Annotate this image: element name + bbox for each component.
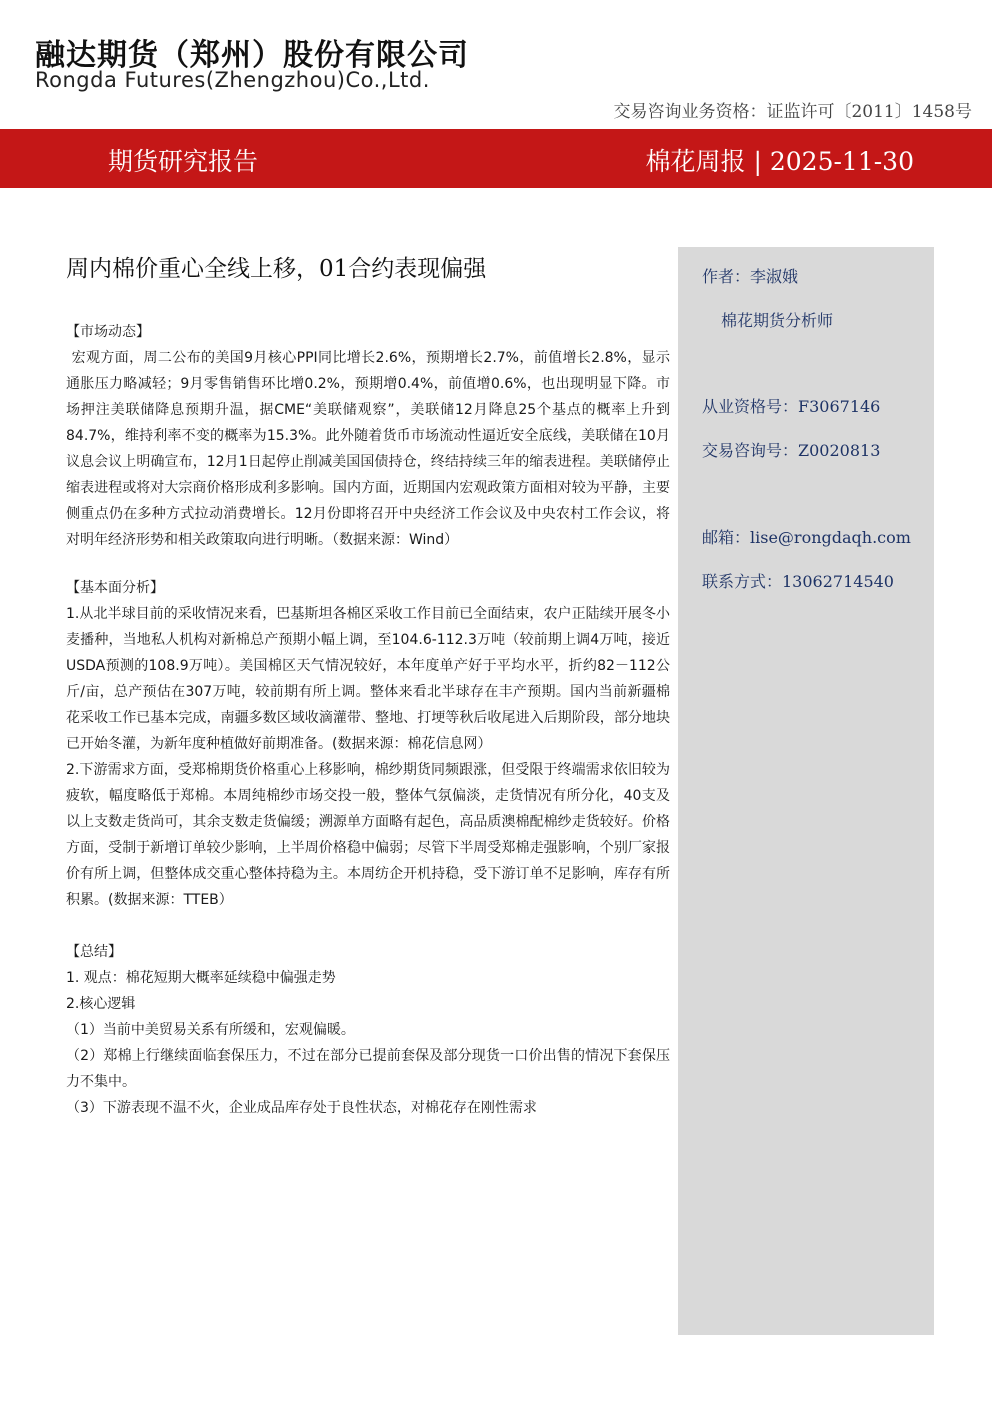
banner-report-type: 期货研究报告 — [108, 147, 259, 176]
report-banner — [0, 129, 992, 188]
section-market-heading: 【市场动态】 — [66, 324, 150, 340]
section-summary-heading: 【总结】 — [66, 944, 122, 960]
summary-line: （3）下游表现不温不火，企业成品库存处于良性状态，对棉花存在刚性需求 — [66, 1100, 537, 1116]
banner-report-date: 棉花周报 | 2025-11-30 — [645, 147, 914, 176]
summary-line: 1. 观点：棉花短期大概率延续稳中偏强走势 — [66, 970, 336, 986]
author-sidebar — [678, 247, 934, 1335]
fundamental-paragraph-1: 1.从北半球目前的采收情况来看，巴基斯坦各棉区采收工作目前已全面结束，农户正陆续开展冬小麦播种，当地私人机构对新棉总产预期小幅上调，至104.6-112.3万吨（较前期上调4万吨，接近USDA预测的108.9万吨）。美国棉区天气情况较好，本年度单产好于平均水平，折约82－112公斤/亩，总产预估在307万吨，较前期有所上调。整体来看北半球存在丰产预期。国内当前新疆棉花采收工作已基本完成，南疆多数区域收滴灌带、整地、打埂等秋后收尾进入后期阶段，部分地块已开始冬灌，为新年度种植做好前期准备。(数据来源：棉花信息网） — [66, 606, 670, 752]
author-role: 棉花期货分析师 — [721, 311, 834, 330]
company-name-cn: 融达期货（郑州）股份有限公司 — [35, 38, 469, 73]
company-name-en: Rongda Futures(Zhengzhou)Co.,Ltd. — [35, 68, 430, 92]
fundamental-paragraph-2: 2.下游需求方面，受郑棉期货价格重心上移影响，棉纱期货同频跟涨，但受限于终端需求依旧较为疲软，幅度略低于郑棉。本周纯棉纱市场交投一般，整体气氛偏淡，走货情况有所分化，40支及以上支数走货尚可，其余支数走货偏缓；溯源单方面略有起色，高品质澳棉配棉纱走货较好。价格方面，受制于新增订单较少影响，上半周价格稳中偏弱；尽管下半周受郑棉走强影响，个别厂家报价有所上调，但整体成交重心整体持稳为主。本周纺企开机持稳，受下游订单不足影响，库存有所积累。(数据来源：TTEB） — [66, 762, 670, 908]
report-body — [66, 250, 670, 1121]
consult-number: 交易咨询号：Z0020813 — [702, 441, 881, 460]
summary-line: 2.核心逻辑 — [66, 996, 136, 1012]
section-fundamental-heading: 【基本面分析】 — [66, 580, 164, 596]
license-info: 交易咨询业务资格：证监许可〔2011〕1458号 — [613, 102, 972, 122]
market-paragraph: 宏观方面，周二公布的美国9月核心PPI同比增长2.6%，预期增长2.7%，前值增长2.8%，显示通胀压力略减轻；9月零售销售环比增0.2%，预期增0.4%，前值增0.6%，也出现明显下降。市场押注美联储降息预期升温，据CME“美联储观察”，美联储12月降息25个基点的概率上升到84.7%，维持利率不变的概率为15.3%。此外随着货币市场流动性逼近安全底线，美联储在10月议息会议上明确宣布，12月1日起停止削减美国国债持仓，终结持续三年的缩表进程。美联储停止缩表进程或将对大宗商价格形成利多影响。国内方面，近期国内宏观政策方面相对较为平静，主要侧重点仍在多种方式拉动消费增长。12月份即将召开中央经济工作会议及中央农村工作会议，将对明年经济形势和相关政策取向进行明晰。（数据来源：Wind） — [66, 350, 670, 548]
author-phone: 联系方式：13062714540 — [702, 572, 894, 591]
author-email[interactable]: 邮箱：lise@rongdaqh.com — [702, 528, 911, 547]
summary-line: （2）郑棉上行继续面临套保压力，不过在部分已提前套保及部分现货一口价出售的情况下套保压力不集中。 — [66, 1048, 670, 1090]
author-name: 作者：李淑娥 — [702, 267, 799, 286]
qualification-number: 从业资格号：F3067146 — [702, 397, 881, 416]
summary-line: （1）当前中美贸易关系有所缓和，宏观偏暖。 — [66, 1022, 355, 1038]
report-title: 周内棉价重心全线上移，01合约表现偏强 — [66, 256, 487, 282]
